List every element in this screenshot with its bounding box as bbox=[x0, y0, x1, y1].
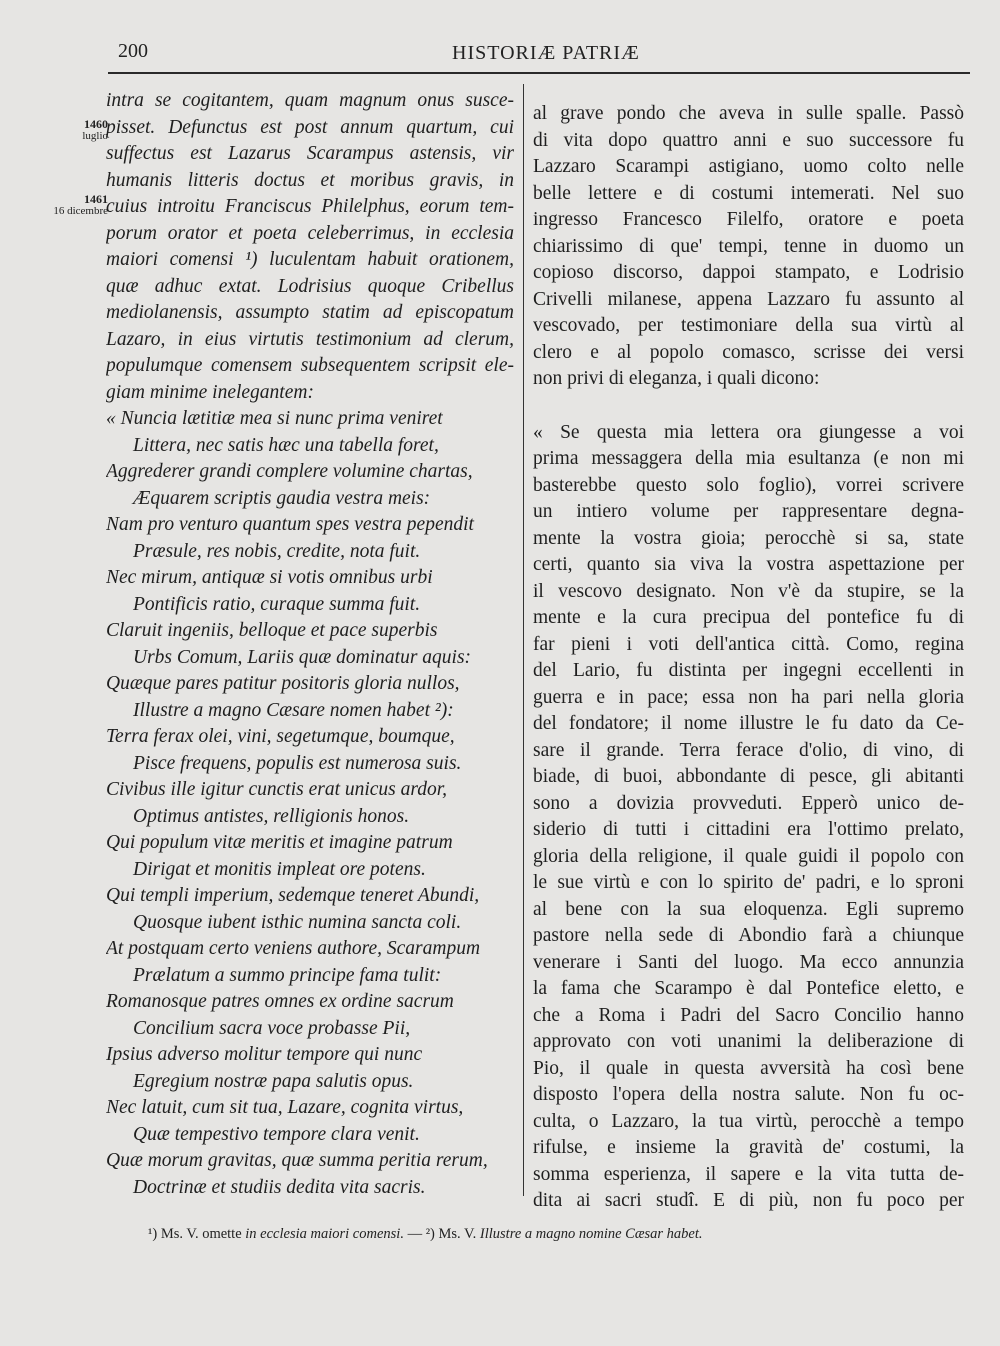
latin-line: giam minime inelegantem: bbox=[106, 381, 314, 403]
latin-line: Romanosque patres omnes ex ordine sacrum bbox=[106, 991, 454, 1012]
italian-line: copioso discorso, dappoi stampato, e Lodrisio bbox=[533, 262, 964, 283]
italian-paragraph-2 bbox=[533, 420, 964, 1215]
latin-line: Doctrinæ et studiis dedita vita sacris. bbox=[133, 1176, 426, 1198]
latin-line: Civibus ille igitur cunctis erat unicus ardor, bbox=[106, 779, 448, 800]
footnote-2-mark: ²) bbox=[425, 1226, 435, 1242]
latin-line: Aggrederer grandi complere volumine chartas, bbox=[106, 461, 473, 482]
latin-line: Prælatum a summo principe fama tulit: bbox=[133, 964, 442, 986]
italian-line: culta, o Lazzaro, la tua virtù, perocchè a tempo bbox=[533, 1110, 964, 1132]
latin-line: Pontificis ratio, curaque summa fuit. bbox=[133, 593, 421, 615]
italian-line: le sue virtù e con lo spirito de' padri, e lo sproni bbox=[533, 872, 964, 893]
footnote-1-mark: ¹) bbox=[148, 1226, 158, 1242]
margin-note-year: 1460 bbox=[84, 117, 108, 131]
latin-line: Nec latuit, cum sit tua, Lazare, cognita virtus, bbox=[106, 1097, 464, 1118]
latin-line: Egregium nostræ papa salutis opus. bbox=[133, 1070, 414, 1092]
latin-line: quæ adhuc extat. Lodrisius quoque Cribellus bbox=[106, 275, 514, 297]
italian-line: gloria della religione, il quale guidi il popolo con bbox=[533, 845, 964, 867]
latin-line: Dirigat et monitis impleat ore potens. bbox=[133, 858, 426, 880]
latin-line: Pisce frequens, populis est numerosa suis. bbox=[133, 752, 462, 774]
latin-line: pisset. Defunctus est post annum quartum, cui bbox=[106, 116, 514, 138]
margin-note-date: 16 dicembre bbox=[53, 205, 108, 217]
latin-line: Quosque iubent isthic numina sancta coli. bbox=[133, 911, 462, 933]
latin-line: Claruit ingeniis, belloque et pace superbis bbox=[106, 620, 438, 641]
latin-line: porum orator et poeta celeberrimus, in ecclesia bbox=[106, 222, 514, 244]
italian-line: Lazzaro Scarampi astigiano, uomo colto nelle bbox=[533, 156, 964, 177]
footnote-1-text: in ecclesia maiori comensi. bbox=[245, 1226, 404, 1242]
margin-note-1460 bbox=[68, 118, 108, 142]
italian-line: mente e la cura precipua del pontefice fu di bbox=[533, 607, 964, 628]
italian-line: somma esperienza, il sapere e la vita tutta de- bbox=[533, 1163, 964, 1185]
header-rule bbox=[108, 72, 970, 74]
italian-paragraph-1 bbox=[533, 101, 964, 393]
italian-line: che a Roma i Padri del Sacro Concilio hanno bbox=[533, 1004, 964, 1026]
latin-line: Littera, nec satis hæc una tabella foret, bbox=[133, 434, 439, 456]
page-number: 200 bbox=[118, 40, 148, 62]
latin-column bbox=[106, 88, 514, 1201]
latin-line: Quæ tempestivo tempore clara venit. bbox=[133, 1123, 420, 1145]
latin-line: « Nuncia lætitiæ mea si nunc prima veniret bbox=[106, 408, 443, 429]
italian-line: belle lettere e di costumi intemerati. Nel suo bbox=[533, 182, 964, 204]
italian-line: pastore nella sede di Abondio farà a chiunque bbox=[533, 925, 964, 946]
latin-line: Ipsius adverso molitur tempore qui nunc bbox=[106, 1044, 423, 1065]
italian-line: certi, quanto sia viva la vostra aspettazione per bbox=[533, 554, 964, 575]
italian-line: di vita dopo quattro anni e suo successore fu bbox=[533, 129, 964, 151]
italian-line: Crivelli milanese, appena Lazzaro fu assunto al bbox=[533, 288, 964, 310]
italian-line: siderio di tutti i cittadini era l'ottimo prelato, bbox=[533, 819, 964, 840]
paragraph-gap bbox=[533, 393, 964, 420]
margin-note-1461 bbox=[40, 193, 108, 217]
latin-line: Illustre a magno Cæsare nomen habet ²): bbox=[133, 699, 454, 721]
latin-line: maiori comensi ¹) luculentam habuit orationem, bbox=[106, 249, 514, 270]
latin-line: suffectus est Lazarus Scarampus astensis, vir bbox=[106, 143, 514, 164]
italian-line: la fama che Scarampo è dal Pontefice eletto, e bbox=[533, 978, 964, 999]
latin-line: Nec mirum, antiquæ si votis omnibus urbi bbox=[106, 567, 433, 588]
latin-line: Quæ morum gravitas, quæ summa peritia rerum, bbox=[106, 1150, 488, 1171]
italian-line: guerra e in pace; essa non ha pari nella gloria bbox=[533, 686, 964, 708]
latin-line: Præsule, res nobis, credite, nota fuit. bbox=[133, 540, 421, 562]
italian-line: sono a dovizia provveduti. Epperò unico de- bbox=[533, 792, 964, 814]
latin-line: At postquam certo veniens authore, Scarampum bbox=[106, 938, 481, 959]
latin-line: humanis litteris doctus et moribus gravis, in bbox=[106, 169, 514, 191]
italian-line: il vescovo designato. Non v'è da stupire, se la bbox=[533, 580, 964, 602]
italian-line: del fondatore; il nome illustre le fu dato da Ce- bbox=[533, 713, 964, 734]
italian-line: ingresso Francesco Filelfo, oratore e poeta bbox=[533, 209, 964, 230]
latin-line: mediolanensis, assumpto statim ad episcopatum bbox=[106, 302, 514, 323]
italian-line: un intiero volume per rappresentare degna- bbox=[533, 501, 964, 522]
italian-line: far pieni i voti dell'antica città. Como, regina bbox=[533, 633, 964, 655]
latin-line: Optimus antistes, relligionis honos. bbox=[133, 805, 410, 827]
italian-line: sare il grande. Terra ferace d'olio, di vino, di bbox=[533, 739, 964, 761]
italian-line: « Se questa mia lettera ora giungesse a voi bbox=[533, 421, 964, 443]
italian-column bbox=[533, 101, 964, 1215]
latin-line: Lazaro, in eius virtutis testimonium ad clerum, bbox=[106, 328, 514, 350]
italian-line: prima messaggera della mia esultanza (e non mi bbox=[533, 448, 964, 469]
latin-line: Quæque pares patitur positoris gloria nullos, bbox=[106, 673, 460, 694]
italian-line: rifulse, e insieme la gravità de' costumi, la bbox=[533, 1137, 964, 1158]
footnote-1-ms: Ms. V. omette bbox=[160, 1226, 242, 1242]
italian-line: basterebbe questo solo foglio), vorrei scrivere bbox=[533, 474, 964, 496]
italian-line: disposto l'opera della nostra salute. Non fu oc- bbox=[533, 1084, 964, 1105]
running-title: HISTORIÆ PATRIÆ bbox=[452, 42, 640, 64]
italian-line: approvato con voti unanimi la deliberazione di bbox=[533, 1031, 964, 1052]
italian-line: dita ai sacri studî. E di più, non fu poco per bbox=[533, 1190, 964, 1211]
italian-line: del Lario, fu distinta per ingegni eccellenti in bbox=[533, 660, 964, 681]
italian-line: al grave pondo che aveva in sulle spalle. Passò bbox=[533, 103, 964, 124]
italian-line: biade, di buoi, abbondante di pesce, gli abitanti bbox=[533, 766, 964, 787]
latin-line: Nam pro venturo quantum spes vestra pependit bbox=[106, 514, 474, 535]
italian-line: mente la vostra gioia; perocchè si sa, state bbox=[533, 527, 964, 549]
latin-line: Concilium sacra voce probasse Pii, bbox=[133, 1017, 411, 1039]
italian-line: chiarissimo di que' tempi, tenne in duomo un bbox=[533, 235, 964, 257]
footnote-separator: — bbox=[407, 1226, 423, 1242]
latin-line: intra se cogitantem, quam magnum onus susce- bbox=[106, 90, 514, 111]
italian-line: venerare i Santi del luogo. Ma ecco annunzia bbox=[533, 951, 964, 973]
footnote-2-ms: Ms. V. bbox=[438, 1226, 477, 1242]
latin-line: populumque comensem subsequentem scripsit ele- bbox=[106, 355, 514, 376]
italian-line: al bene con la sua eloquenza. Egli supremo bbox=[533, 898, 964, 920]
latin-line: Qui templi imperium, sedemque teneret Abundi, bbox=[106, 885, 480, 906]
latin-line: Terra ferax olei, vini, segetumque, boumque, bbox=[106, 726, 455, 747]
latin-line: Urbs Comum, Lariis quæ dominatur aquis: bbox=[133, 646, 472, 668]
margin-note-date: luglio bbox=[82, 130, 108, 142]
italian-line: non privi di eleganza, i quali dicono: bbox=[533, 368, 820, 389]
margin-note-year: 1461 bbox=[84, 192, 108, 206]
italian-line: clero e al popolo comasco, scrisse dei versi bbox=[533, 341, 964, 363]
column-divider bbox=[523, 84, 524, 1196]
footnotes bbox=[148, 1226, 948, 1243]
latin-line: Æquarem scriptis gaudia vestra meis: bbox=[133, 487, 431, 509]
latin-line: cuius introitu Franciscus Philelphus, eorum tem- bbox=[106, 196, 514, 217]
footnote-2-text: Illustre a magno nomine Cæsar habet. bbox=[479, 1226, 703, 1242]
italian-line: Pio, il quale in questa avversità ha così bene bbox=[533, 1057, 964, 1079]
italian-line: vescovado, per testimoniare della sua virtù al bbox=[533, 315, 964, 336]
latin-line: Qui populum vitæ meritis et imagine patrum bbox=[106, 832, 453, 853]
